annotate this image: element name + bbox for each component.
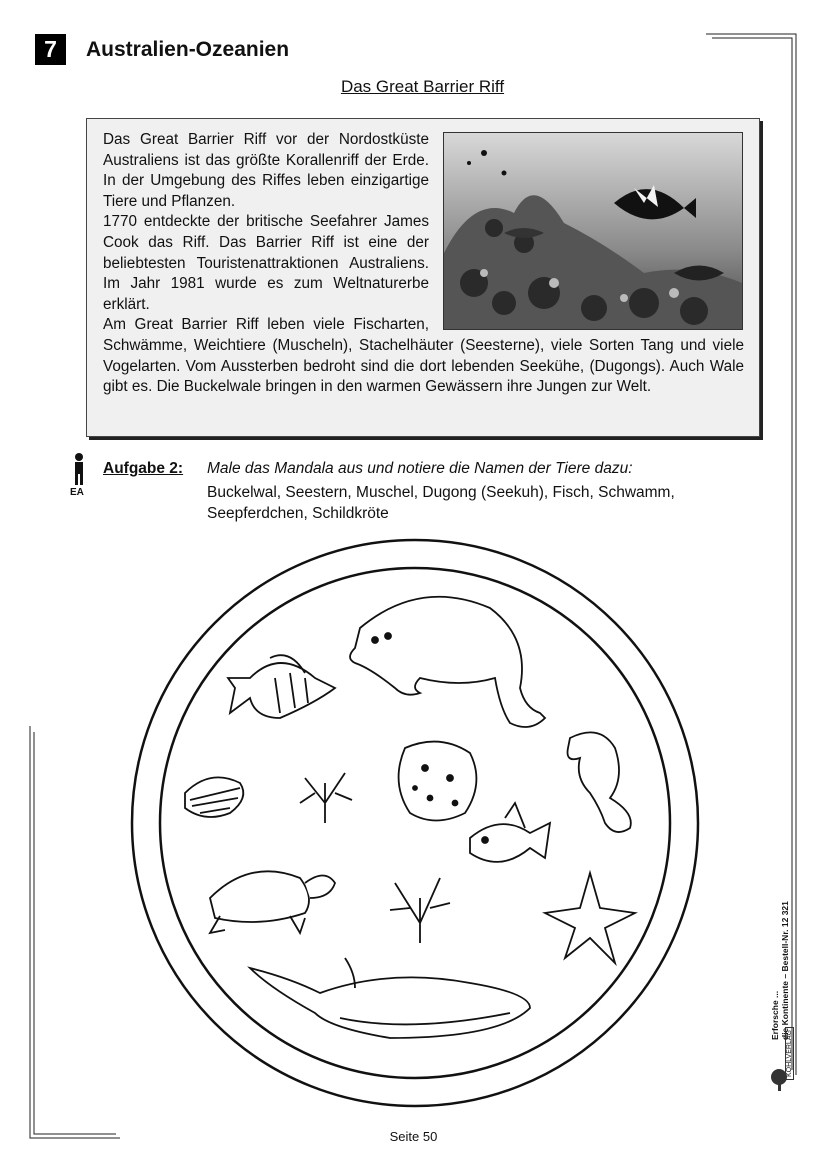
info-paragraph-2: 1770 entdeckte der britische Seefahrer James Cook das Riff. Das Barrier Riff ist eine der beliebtesten Touristenattraktionen Australiens. Im Jahr 1981 wurde es zum Weltnaturerbe erklärt. <box>103 213 429 313</box>
fish-drawing <box>470 803 550 862</box>
coral-drawing <box>300 773 352 823</box>
shell-drawing <box>185 777 243 817</box>
chapter-number: 7 <box>35 34 66 65</box>
turtle-drawing <box>210 871 335 933</box>
starfish-drawing <box>545 873 635 963</box>
side-imprint-line-1: Erforsche ... <box>770 990 780 1040</box>
info-paragraph-3: Am Great Barrier Riff leben viele Fischarten, Schwämme, Weichtiere (Muscheln), Stachelhäuter (Seesterne), viele Sorten Tang und viele Vogelarten. Vom Aussterben bedroht sind die dort lebenden Seekühe, (Dugongs). Auch Wale gibt es. Die Buckelwale bringen in den warmen Gewässern ihre Jungen zur Welt. <box>103 316 744 396</box>
reef-photo <box>443 132 743 330</box>
mandala <box>130 538 700 1108</box>
side-imprint-line-2: die Kontinente – Bestell-Nr. 12 321 <box>780 901 790 1040</box>
worktype-label: EA <box>70 487 84 498</box>
task-label: Aufgabe 2: <box>103 460 184 477</box>
page-number: Seite 50 <box>389 1129 438 1144</box>
chapter-title: Australien-Ozeanien <box>86 38 290 61</box>
publisher-logo-text: KOHLVERLAG <box>785 1027 794 1080</box>
side-imprint <box>770 901 790 1040</box>
coral-drawing-2 <box>390 878 450 943</box>
person-icon <box>71 452 87 486</box>
moorish-idol-drawing <box>228 655 335 718</box>
seahorse-drawing <box>568 732 631 832</box>
page-subtitle: Das Great Barrier Riff <box>340 77 505 96</box>
publisher-tree-icon <box>768 1068 790 1092</box>
task-words: Buckelwal, Seestern, Muschel, Dugong (Seekuh), Fisch, Schwamm, Seepferdchen, Schildkröte <box>207 484 675 522</box>
info-paragraph-1: Das Great Barrier Riff vor der Nordostküste Australiens ist das größte Korallenriff der Erde. In der Umgebung des Riffes leben einzigartige Tiere und Pflanzen. <box>103 131 429 210</box>
dugong-drawing <box>350 597 545 727</box>
task-instruction: Male das Mandala aus und notiere die Namen der Tiere dazu: <box>207 460 633 477</box>
whale-drawing <box>250 958 530 1038</box>
sponge-drawing <box>399 742 477 821</box>
